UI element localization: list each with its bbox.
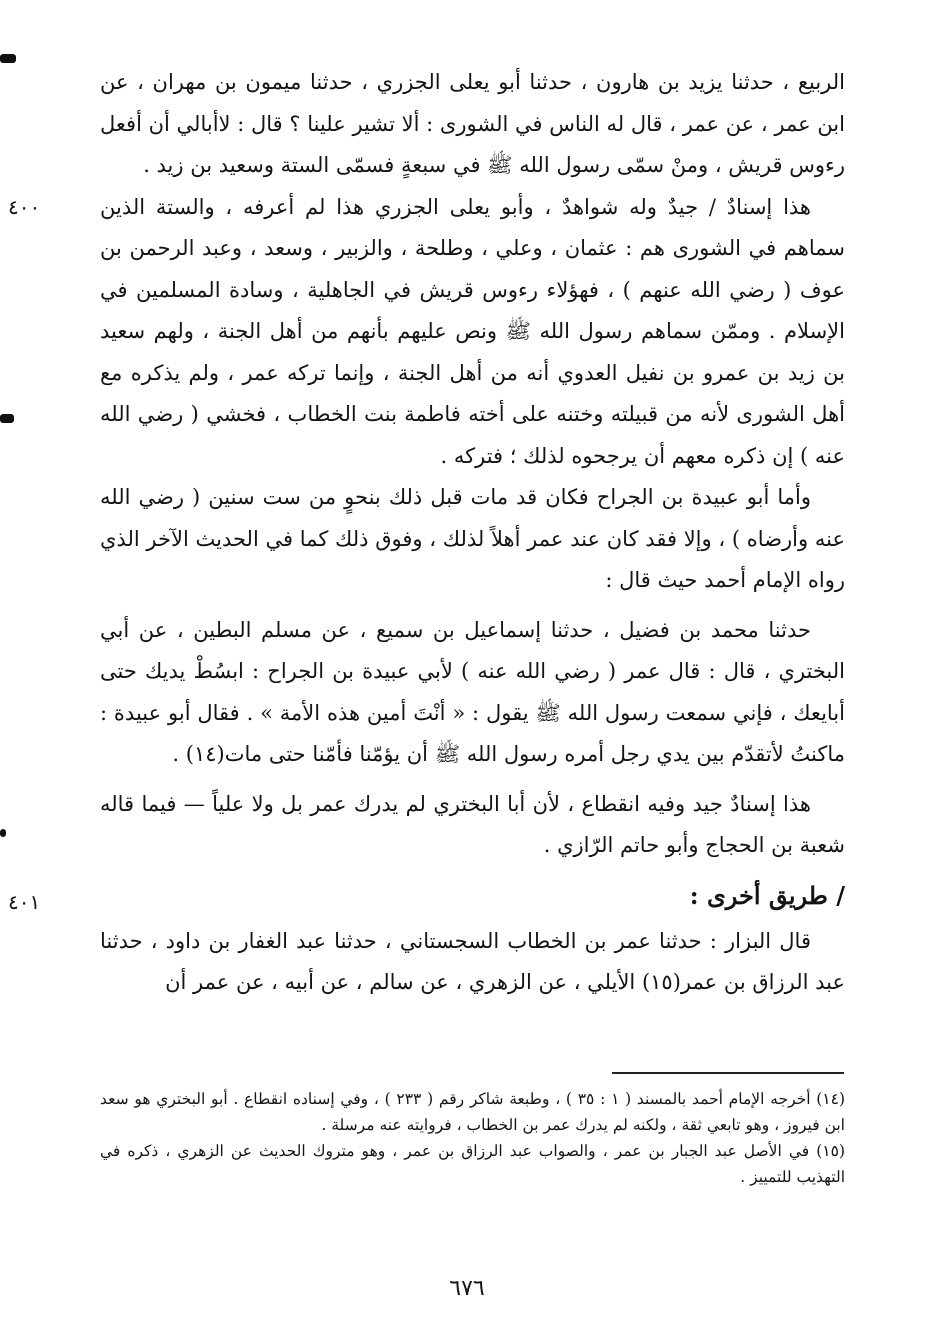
scan-edge-mark-top	[0, 54, 16, 63]
page-number: ٦٧٦	[449, 1276, 485, 1301]
footnote-divider	[612, 1072, 844, 1074]
paragraph-2: هذا إسنادٌ / جيدٌ وله شواهدٌ ، وأبو يعلى الجزري هذا لم أعرفه ، والستة الذين سماهم في الشورى هم : عثمان ، وعلي ، وطلحة ، والزبير ، وسعد ، وعبد الرحمن بن عوف ( رضي الله عنهم ) ، فهؤلاء رءوس قريش في الجاهلية ، وسادة المسلمين في الإسلام . وممّن سماهم رسول الله ﷺ ونص عليهم بأنهم من أهل الجنة ، ولهم سعيد بن زيد بن عمرو بن نفيل العدوي أنه من أهل الجنة ، وإنما تركه عمر ، ولم يذكره مع أهل الشورى لأنه من قبيلته وختنه على أخته فاطمة بنت الخطاب ، فخشي ( رضي الله عنه ) إن ذكره معهم أن يرجحوه لذلك ؛ فتركه .	[100, 194, 845, 468]
section-number-401: ٤٠١	[8, 889, 41, 914]
section-number-400: ٤٠٠	[8, 194, 41, 219]
section-401	[8, 873, 845, 919]
section-heading: / طريق أخرى :	[689, 880, 845, 910]
footnote-15: (١٥) في الأصل عبد الجبار بن عمر ، والصواب عبد الرزاق بن عمر ، وهو متروك الحديث عن الزهري ، ذكره في التهذيب للتمييز .	[100, 1142, 845, 1186]
scan-edge-mark-bottom	[0, 829, 6, 837]
footnote-14: (١٤) أخرجه الإمام أحمد بالمسند ( ١ : ٣٥ ) ، وطبعة شاكر رقم ( ٢٣٣ ) ، وفي إسناده انقطاع . أبو البختري هو سعد ابن فيروز ، وهو تابعي ثقة ، ولكنه لم يدرك عمر بن الخطاب ، فروايته عنه مرسلة .	[100, 1090, 846, 1134]
section-400	[8, 187, 845, 478]
paragraph-4-hadith: حدثنا محمد بن فضيل ، حدثنا إسماعيل بن سميع ، عن مسلم البطين ، عن أبي البختري ، قال : قال عمر ( رضي الله عنه ) لأبي عبيدة بن الجراح : ابسُطْ يديك حتى أبايعك ، فإني سمعت رسول الله ﷺ يقول : « أنْتَ أمين هذه الأمة » . فقال أبو عبيدة : ماكنتُ لأتقدّم بين يدي رجل أمره رسول الله ﷺ أن يؤمّنا فأمّنا حتى مات(١٤) .	[100, 617, 845, 766]
paragraph-6: قال البزار : حدثنا عمر بن الخطاب السجستاني ، حدثنا عبد الغفار بن داود ، حدثنا عبد الرزاق بن عمر(١٥) الأيلي ، عن الزهري ، عن سالم ، عن أبيه ، عن عمر أن	[100, 928, 845, 994]
paragraph-1: الربيع ، حدثنا يزيد بن هارون ، حدثنا أبو يعلى الجزري ، حدثنا ميمون بن مهران ، عن ابن عمر ، عن عمر ، قال له الناس في الشورى : ألا تشير علينا ؟ قال : لاأبالي أن أفعل رءوس قريش ، ومنْ سمّى رسول الله ﷺ في سبعةٍ فسمّى الستة وسعيد بن زيد .	[100, 70, 845, 177]
main-text	[8, 62, 845, 1004]
footnotes	[100, 1086, 845, 1190]
scan-edge-mark-middle	[0, 414, 14, 423]
paragraph-5: هذا إسنادٌ جيد وفيه انقطاع ، لأن أبا البختري لم يدرك عمر بل ولا علياً — فيما قاله شعبة بن الحجاج وأبو حاتم الرّازي .	[100, 791, 845, 857]
paragraph-3: وأما أبو عبيدة بن الجراح فكان قد مات قبل ذلك بنحوٍ من ست سنين ( رضي الله عنه وأرضاه ) ، وإلا فقد كان عند عمر أهلاً لذلك ، وفوق ذلك كما في الحديث الآخر الذي رواه الإمام أحمد حيث قال :	[100, 485, 845, 592]
